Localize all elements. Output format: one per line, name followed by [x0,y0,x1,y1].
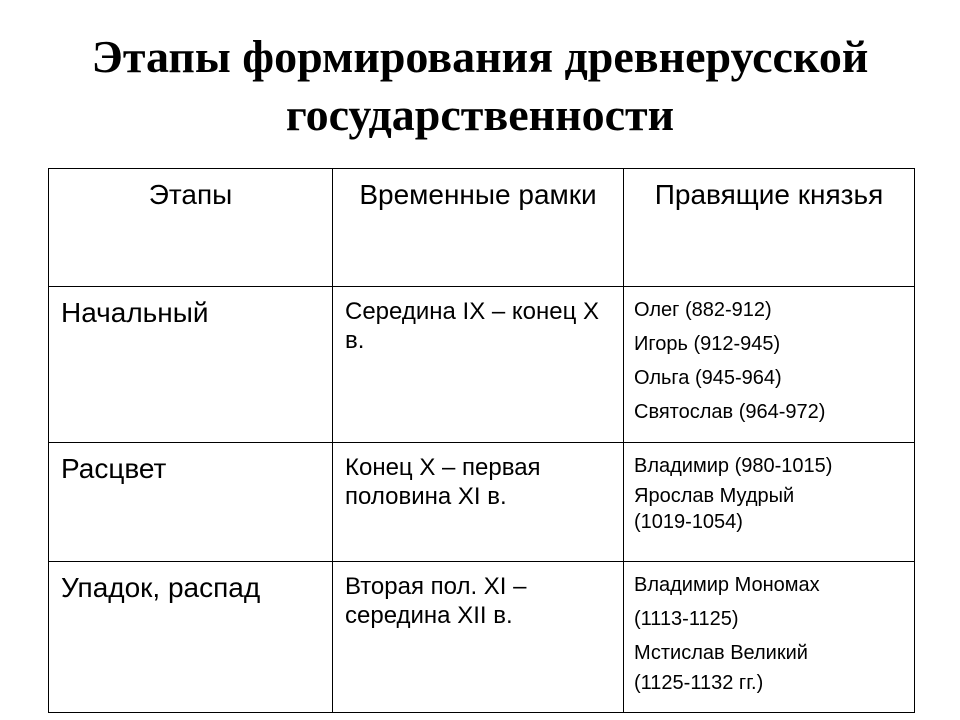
stage-cell: Упадок, распад [49,562,333,713]
table-row [49,443,915,562]
prince-entry: Игорь (912-945) [634,333,781,355]
princes-cell [624,443,915,562]
time-frame-cell: Конец X – первая половина XI в. [333,443,624,562]
prince-entry: (1113-1125) [634,608,739,630]
table-row [49,287,915,443]
table-header-row [49,169,915,287]
prince-entry: Святослав (964-972) [634,401,826,423]
table-row [49,562,915,713]
prince-entry: (1125-1132 гг.) [634,672,764,694]
prince-entry: Мстислав Великий [634,642,808,664]
header-time-frame: Временные рамки [333,169,624,287]
prince-entry: (1019-1054) [634,511,743,533]
stages-table [48,168,915,713]
stage-cell: Расцвет [49,443,333,562]
time-frame-cell: Середина IX – конец X в. [333,287,624,443]
time-frame-cell: Вторая пол. XI – середина XII в. [333,562,624,713]
header-stage: Этапы [49,169,333,287]
prince-entry: Владимир (980-1015) [634,455,833,477]
stage-cell: Начальный [49,287,333,443]
prince-entry: Олег (882-912) [634,299,772,321]
prince-entry: Ярослав Мудрый [634,485,795,507]
prince-entry: Ольга (945-964) [634,367,782,389]
princes-cell [624,287,915,443]
prince-entry: Владимир Мономах [634,574,820,596]
slide-title-line-1: Этапы формирования древнерусской [91,31,869,82]
header-ruling-princes: Правящие князья [624,169,915,287]
slide-title [0,28,960,144]
princes-cell [624,562,915,713]
slide-title-line-2: государственности [285,89,675,140]
